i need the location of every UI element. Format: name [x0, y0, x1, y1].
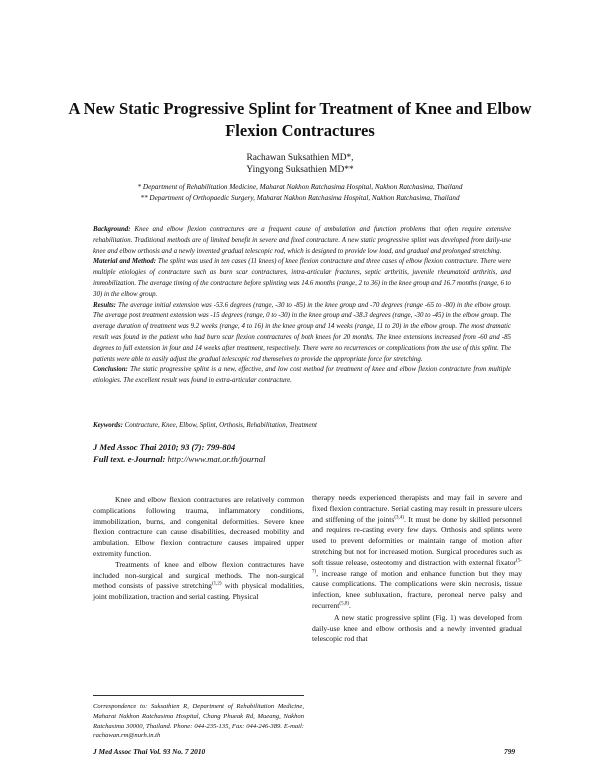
keywords-text: Contracture, Knee, Elbow, Splint, Orthosis, Rehabilitation, Treatment [124, 422, 317, 429]
body-paragraph: A new static progressive splint (Fig. 1) was developed from daily-use knee and elbow orthosis and a newly invented gradual telescopic rod that [312, 612, 522, 644]
author-2: Yingyong Suksathien MD** [246, 165, 354, 175]
footnote-divider [93, 695, 304, 696]
citation-ref: (3,4) [394, 515, 404, 521]
body-column-right [312, 493, 522, 645]
affiliation-list [60, 182, 540, 204]
keywords-label: Keywords: [93, 422, 123, 429]
author-1: Rachawan Suksathien MD*, [246, 153, 354, 163]
methods-label: Material and Method: [93, 258, 156, 266]
results-label: Results: [93, 301, 116, 309]
background-text: Knee and elbow flexion contractures are a frequent cause of ambulation and function problems that often require extensive rehabilitation. Traditional methods are of limited benefit in severe and fixed contracture. A new static progressive splint was developed from daily-use knee and elbow orthosis and a newly invented gradual telescopic rod, which is designed to provide low load, and gradual and prolonged stretching. [93, 226, 511, 255]
journal-reference [93, 441, 511, 465]
body-column-left [93, 495, 304, 603]
abstract-methods [93, 257, 511, 300]
running-footer: J Med Assoc Thai Vol. 93 No. 7 2010 [93, 747, 206, 756]
article-title: A New Static Progressive Splint for Treatment of Knee and Elbow Flexion Contractures [68, 99, 532, 140]
conclusion-label: Conclusion: [93, 366, 128, 374]
body-text: . It must be done by skilled personnel and requires re-casting every few days. Orthosis and splints were used to prevent deformities or maintain range of motion after stretching but not for increased motion. Surgical procedures such as soft tissue release, osteotomy and distraction with external fixator [312, 514, 522, 567]
body-text: , increase range of motion and enhance function but they may cause complications. The complications were skin necrosis, tissue infection, knee subluxation, fracture, peroneal nerve palsy and recurrent [312, 568, 522, 610]
body-text: therapy needs experienced therapists and may fail in severe and fixed flexion contracture. Serial casting may result in pressure ulcers and stiffening of the joints [312, 493, 522, 524]
journal-citation: J Med Assoc Thai 2010; 93 (7): 799-804 [93, 442, 236, 452]
body-text: with physical modalities, joint mobilization, traction and serial casting. Physical [93, 581, 305, 602]
page-number: 799 [504, 747, 516, 756]
body-paragraph [312, 493, 522, 612]
body-text: Treatments of knee and elbow flexion contractures have included non-surgical and surgical methods. The non-surgical method consists of passive stretching [93, 559, 304, 591]
abstract-results [93, 301, 511, 366]
abstract-conclusion [93, 365, 511, 387]
methods-text: The splint was used in ten cases (11 knees) of knee flexion contracture and three cases of elbow flexion contracture. There were multiple etiologies of contracture such as burn scar contractures, intra-articular fractures, septic arthritis, juvenile rheumatoid arthritis, and immobilization. The average timing of the contracture before splinting was 14.6 months (range, 2 to 36) in the knee group and 16.7 months (range, 6 to 30) in the elbow group. [93, 258, 511, 298]
fulltext-label: Full text. e-Journal: [93, 454, 166, 464]
author-list [150, 152, 450, 176]
correspondence-note: Correspondence to: Suksathien R, Department of Rehabilitation Medicine, Maharat Nakhon Ratchasima Hospital, Chang Phueak Rd, Mueang, Nakhon Ratchasima 30000, Thailand. Phone: 044-235-135, Fax: 044-246-389. E-mail: rachawan.rm@nurh.in.th [93, 703, 304, 740]
affiliation-2: ** Department of Orthopaedic Surgery, Maharat Nakhon Ratchasima Hospital, Nakhon Ratchasima, Thailand [140, 194, 460, 202]
results-text: The average initial extension was -53.6 degrees (range, -30 to -85) in the knee group and -70 degrees (range -65 to -80) in the elbow group. The average post treatment extension was -15 degrees (range, 0 to -30) in the knee group and -38.3 degrees (range, -30 to -45) in the elbow group. The average duration of treatment was 9.2 weeks (range, 4 to 16) in the knee group and 14 weeks (range, 11 to 20) in the elbow group. The most dramatic result was found in the patient who had burn scar flexion contractures of both knees for 20 months. The knee extensions increased from -60 and -85 degrees to full extension in four and 14 weeks after treatment, respectively. There were no recurrences or complications from the use of this splint. The patients were able to easily adjust the gradual telescopic rod themselves to provide the appropriate force for stretching. [93, 301, 511, 363]
keywords [93, 420, 511, 431]
conclusion-text: The static progressive splint is a new, effective, and low cost method for treatment of knee and elbow flexion contracture from multiple etiologies. The excellent result was found in extra-articular contracture. [93, 366, 511, 385]
abstract-background [93, 225, 511, 257]
citation-ref: (1,2) [211, 581, 222, 587]
body-paragraph [93, 560, 304, 603]
affiliation-1: * Department of Rehabilitation Medicine, Maharat Nakhon Ratchasima Hospital, Nakhon Ratchasima, Thailand [137, 183, 463, 191]
citation-ref: (5-7) [312, 558, 522, 575]
abstract [93, 225, 511, 387]
background-label: Background: [93, 226, 131, 233]
body-paragraph: Knee and elbow flexion contractures are relatively common complications following trauma, inflammatory conditions, immobilization, burns, and congenital deformities. Severe knee flexion contracture can cause disabilities, decreased mobility and ambulation. Elbow flexion contracture causes impaired upper extremity function. [93, 495, 304, 558]
citation-ref: (5,8) [339, 601, 349, 607]
journal-url-link[interactable]: http://www.mat.or.th/journal [167, 454, 266, 464]
body-text: . [349, 600, 351, 610]
